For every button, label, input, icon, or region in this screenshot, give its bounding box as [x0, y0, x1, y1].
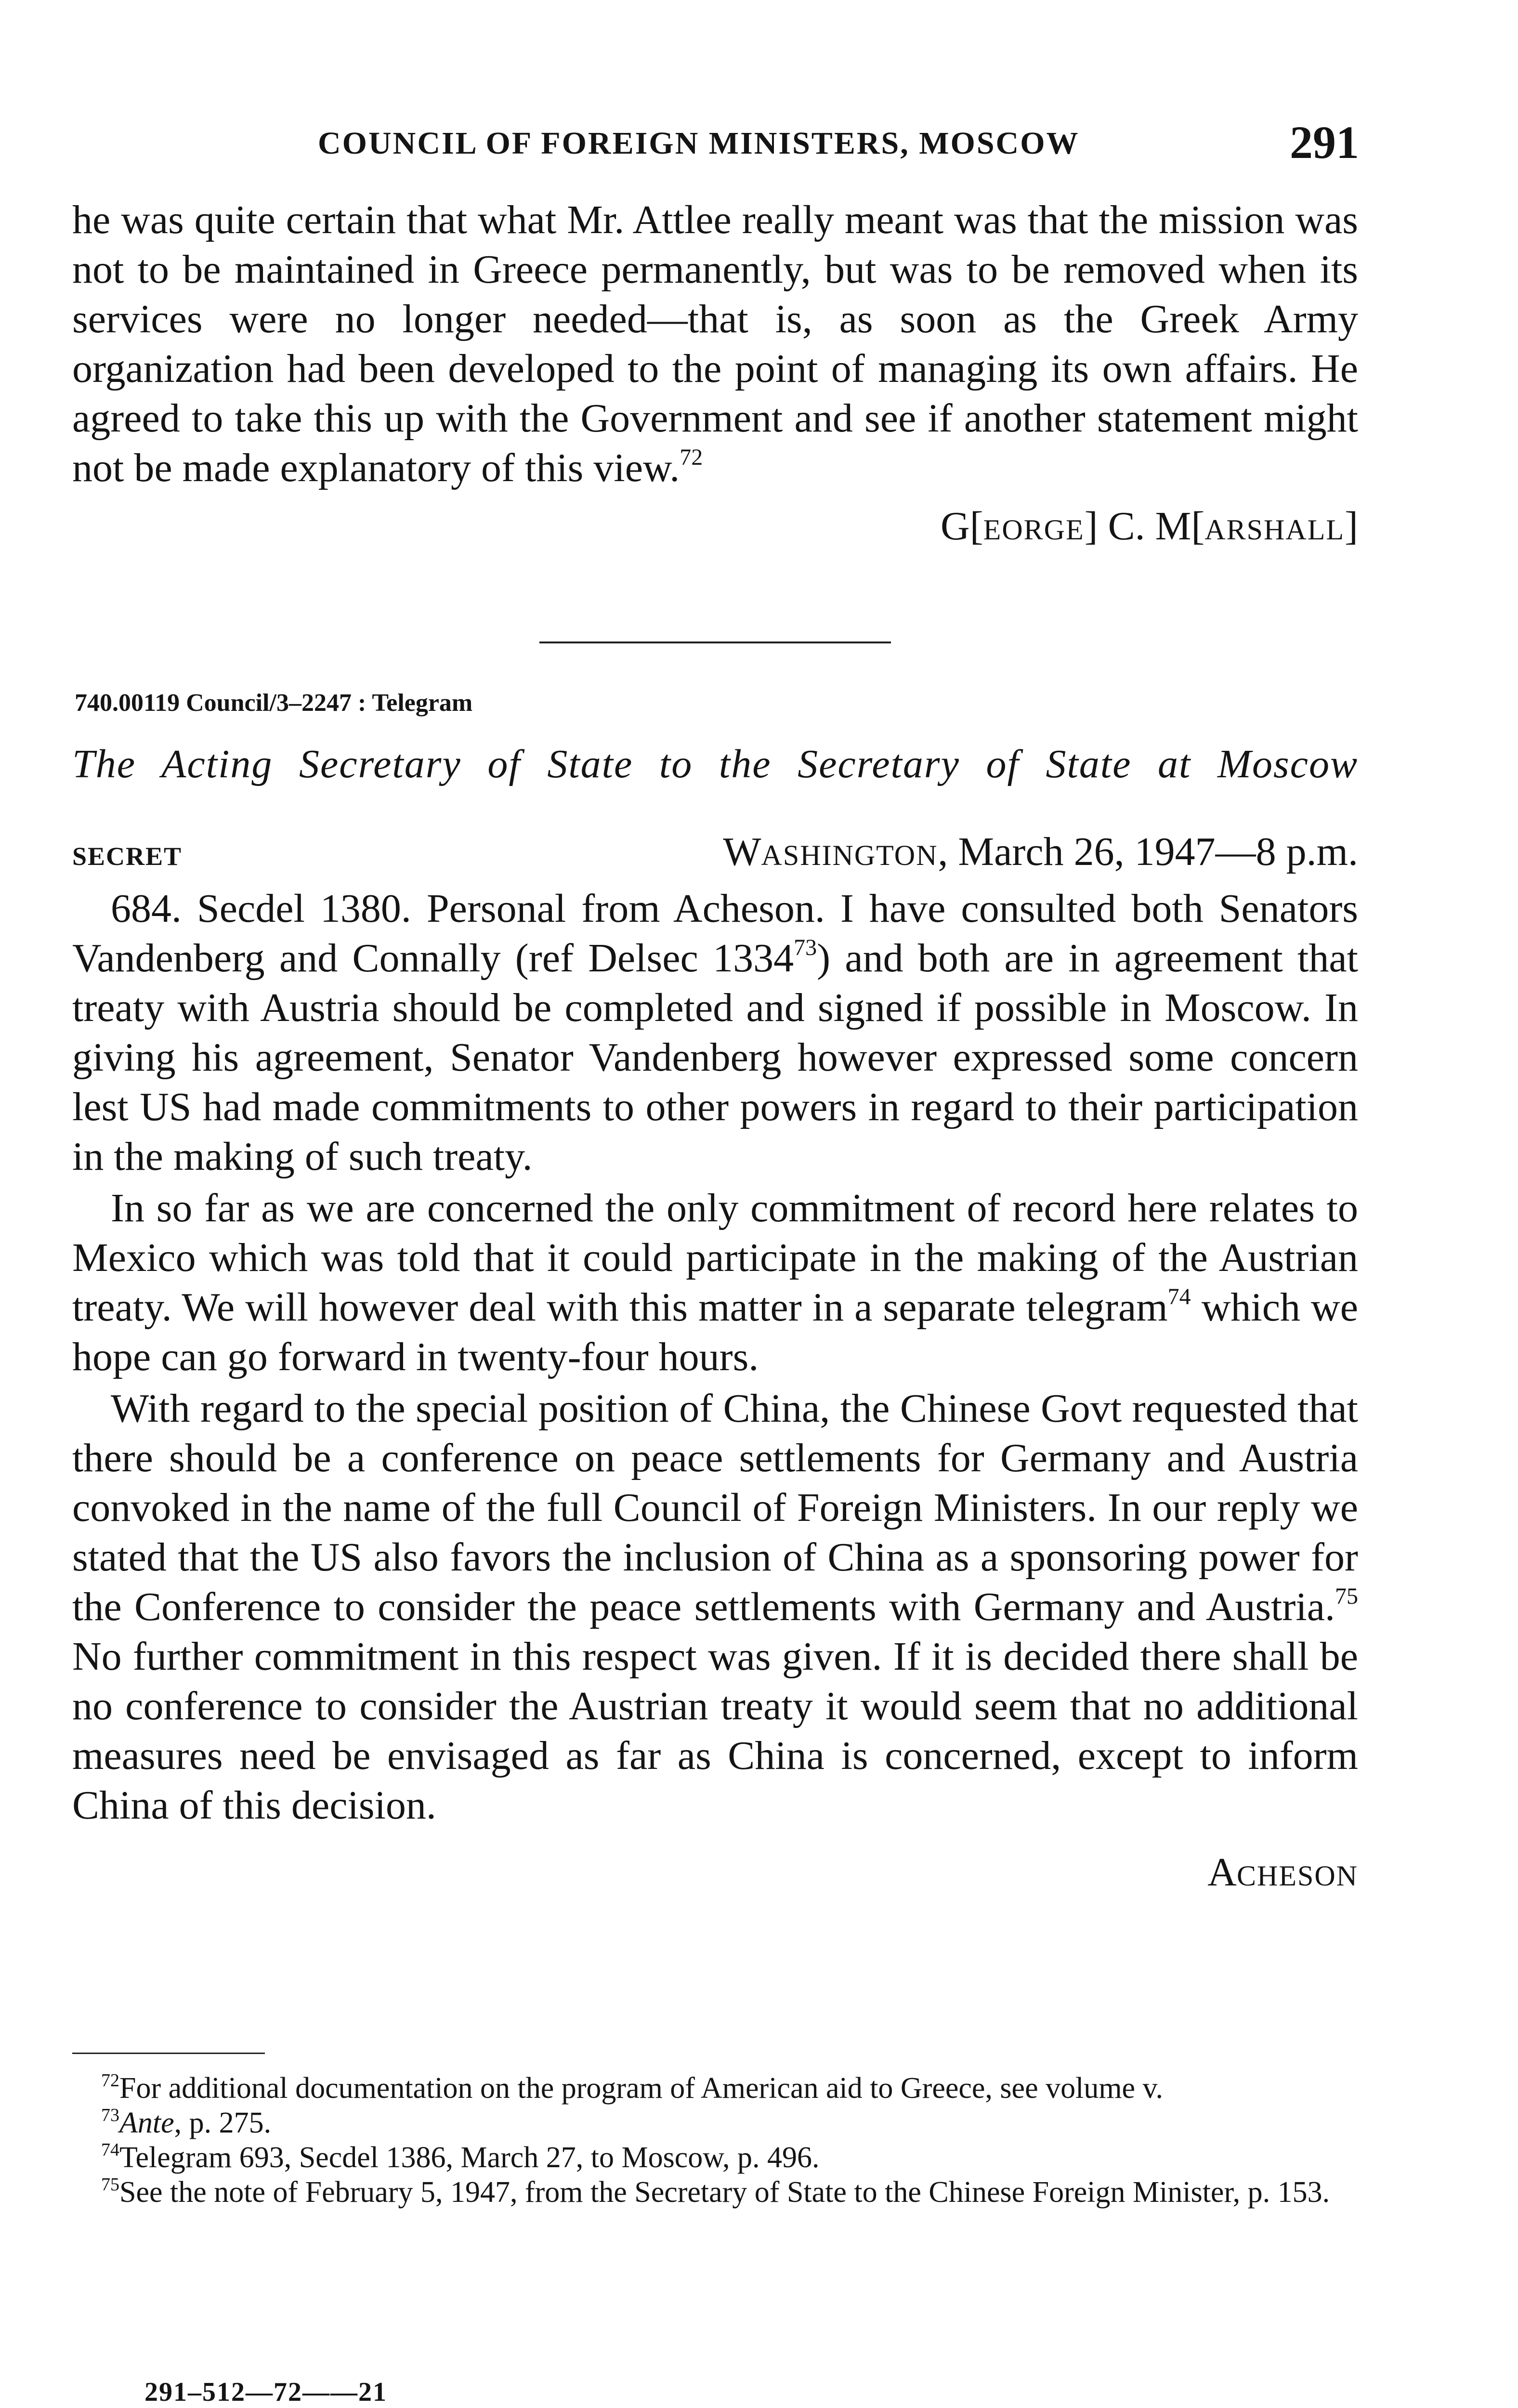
dateline: WASHINGTON, March 26, 1947—8 p.m. [723, 829, 1358, 874]
continuation-paragraph: he was quite certain that what Mr. Attlee really meant was that the mission was not to be maintained in Greece permanently, but was to be removed when its services were no longer needed—that is, as soon as the Greek Army organization had been developed to the point of managing its own affairs. He agreed to take this up with the Government and see if another statement might not be made explanatory of this view.$^{72}$ [72, 197, 1358, 490]
running-head: COUNCIL OF FOREIGN MINISTERS, MOSCOW [318, 126, 1080, 161]
printer-line: 291–512—72——21 [144, 2377, 387, 2407]
footnote-72: $^{72}$For additional documentation on the program of American aid to Greece, see volume v. [101, 2070, 1164, 2105]
footnote-ref-74[interactable]: 74 [1167, 1284, 1191, 1309]
document-title: The Acting Secretary of State to the Secretary of State at Moscow [72, 742, 1358, 786]
footnote-ref-72[interactable]: 72 [680, 445, 703, 470]
footnote-75: $^{75}$See the note of February 5, 1947, from the Secretary of State to the Chinese Foreign Minister, p. 153. [101, 2174, 1330, 2209]
classification-label: SECRET [72, 842, 183, 871]
section-divider [539, 641, 891, 643]
footnote-73: $^{73}$Ante, p. 275. [101, 2105, 272, 2139]
signature-acheson: ACHESON [1207, 1850, 1358, 1895]
paragraph-1: 684. Secdel 1380. Personal from Acheson. I have consulted both Senators Vandenberg and Connally (ref Delsec 1334$^{73}$) and both are in agreement that treaty with Austria should be completed and signed if possible in Moscow. In giving his agreement, Senator Vandenberg however expressed some concern lest US had made commitments to other powers in regard to their participation in the making of such treaty. [72, 886, 1359, 1179]
classification-dateline-row [72, 828, 1358, 875]
page-number: 291 [1290, 117, 1359, 168]
continuation-section [72, 195, 1358, 555]
footnote-divider [72, 2053, 265, 2054]
signature-marshall: G[EORGE] C. M[ARSHALL] [941, 504, 1358, 549]
paragraph-3: With regard to the special position of China, the Chinese Govt requested that there should be a conference on peace settlements for Germany and Austria convoked in the name of the full Council of Foreign Ministers. In our reply we stated that the US also favors the inclusion of China as a sponsoring power for the Conference to consider the peace settlements with Germany and Austria.$^{75}$ No further commitment in this respect was given. If it is decided there shall be no conference to consider the Austrian treaty it would seem that no additional measures need be envisaged as far as China is concerned, except to inform China of this decision. [72, 1386, 1358, 1828]
paragraph-2: In so far as we are concerned the only commitment of record here relates to Mexico which was told that it could participate in the making of the Austrian treaty. We will however deal with this matter in a separate telegram$^{74}$ which we hope can go forward in twenty-four hours. [72, 1186, 1358, 1379]
footnote-ref-75[interactable]: 75 [1335, 1584, 1358, 1609]
footnote-ref-73[interactable]: 73 [794, 935, 817, 960]
footnotes [72, 2071, 1358, 2210]
file-reference: 740.00119 Council/3–2247 : Telegram [75, 689, 473, 717]
footnote-74: $^{74}$Telegram 693, Secdel 1386, March 27, to Moscow, p. 496. [101, 2140, 820, 2174]
telegram-body [72, 884, 1358, 1901]
